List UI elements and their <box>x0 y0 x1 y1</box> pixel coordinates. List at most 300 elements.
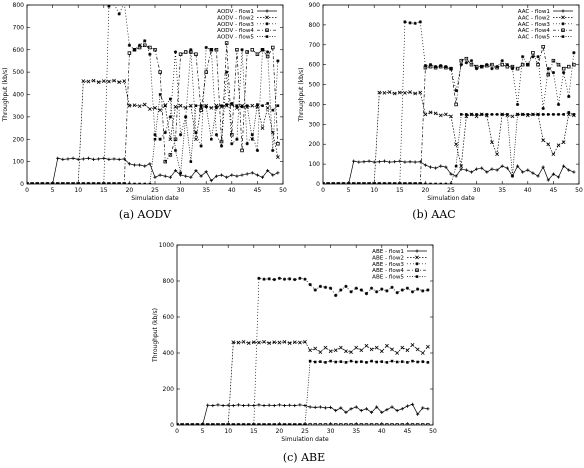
data-point <box>370 360 373 363</box>
data-point <box>220 144 223 147</box>
data-point <box>67 183 70 186</box>
data-point <box>77 183 80 186</box>
data-point <box>102 157 105 160</box>
data-point <box>153 176 156 179</box>
y-tick-label: 700 <box>308 41 320 49</box>
data-point <box>542 113 545 116</box>
legend-marker <box>415 256 418 259</box>
data-point <box>232 404 235 407</box>
data-point <box>276 59 279 62</box>
data-point <box>258 424 261 427</box>
y-tick-label: 100 <box>308 161 320 169</box>
data-point <box>401 407 404 410</box>
data-point <box>404 183 407 186</box>
data-point <box>236 104 239 107</box>
data-point <box>169 98 172 101</box>
legend-label: AODV - flow5 <box>217 34 254 41</box>
data-point <box>164 131 167 134</box>
x-tick-label: 5 <box>50 187 55 194</box>
data-point <box>199 144 202 147</box>
data-point <box>241 106 244 109</box>
data-point <box>567 95 570 98</box>
x-tick-label: 25 <box>447 187 455 194</box>
data-point <box>263 424 266 427</box>
series-line <box>177 361 428 425</box>
data-point <box>434 166 437 169</box>
data-point <box>138 183 141 186</box>
data-point <box>406 361 409 364</box>
data-point <box>200 104 203 107</box>
data-point <box>501 113 504 116</box>
data-point <box>237 403 240 406</box>
data-point <box>257 277 260 280</box>
data-point <box>511 115 514 118</box>
data-point <box>416 361 419 364</box>
data-point <box>184 116 187 119</box>
data-point <box>358 183 361 186</box>
data-point <box>490 167 493 170</box>
data-point <box>329 360 332 363</box>
data-point <box>288 424 291 427</box>
data-point <box>71 157 74 160</box>
data-point <box>365 292 368 295</box>
legend-label: ABE - flow1 <box>372 249 404 255</box>
x-tick-label: 20 <box>125 187 134 194</box>
legend-label: AODV - flow4 <box>217 28 254 35</box>
data-point <box>319 405 322 408</box>
data-point <box>324 286 327 289</box>
series-line <box>323 161 574 184</box>
x-tick-label: 50 <box>575 187 583 194</box>
data-point <box>322 183 325 186</box>
data-point <box>242 404 245 407</box>
data-point <box>516 103 519 106</box>
data-point <box>251 171 254 174</box>
data-point <box>465 113 468 116</box>
data-point <box>532 51 535 54</box>
data-point <box>195 104 198 107</box>
data-point <box>41 183 44 186</box>
data-point <box>276 171 279 174</box>
data-point <box>380 350 383 353</box>
data-point <box>159 109 162 112</box>
x-tick-label: 0 <box>175 428 179 435</box>
data-point <box>385 289 388 292</box>
series-flow1 <box>25 157 279 186</box>
data-point <box>181 424 184 427</box>
data-point <box>470 170 473 173</box>
data-point <box>174 149 177 152</box>
data-point <box>419 183 422 186</box>
data-point <box>288 404 291 407</box>
data-point <box>266 50 269 53</box>
data-point <box>273 424 276 427</box>
data-point <box>357 161 360 164</box>
legend-label: ABE - flow5 <box>372 274 404 281</box>
data-point <box>496 113 499 116</box>
data-point <box>222 424 225 427</box>
data-point <box>365 344 368 347</box>
data-point <box>406 349 409 352</box>
y-tick-label: 600 <box>12 46 24 54</box>
data-point <box>455 103 458 106</box>
data-point <box>184 175 187 178</box>
data-point <box>309 349 312 352</box>
data-point <box>179 53 182 56</box>
legend-label: AAC - flow5 <box>517 34 550 41</box>
data-point <box>246 172 249 175</box>
x-tick-label: 40 <box>523 187 532 194</box>
data-point <box>247 424 250 427</box>
data-point <box>486 113 489 116</box>
y-tick-label: 800 <box>162 278 174 285</box>
data-point <box>429 165 432 168</box>
data-point <box>536 174 539 177</box>
data-point <box>283 424 286 427</box>
data-point <box>370 287 373 290</box>
data-point <box>388 161 391 164</box>
data-point <box>278 341 281 344</box>
data-point <box>257 403 260 406</box>
data-point <box>378 160 381 163</box>
data-point <box>159 138 162 141</box>
y-tick-label: 0 <box>316 181 320 188</box>
data-point <box>309 405 312 408</box>
data-point <box>113 183 116 186</box>
data-point <box>329 287 332 290</box>
data-point <box>46 183 49 186</box>
legend-label: AAC - flow4 <box>517 28 550 35</box>
data-point <box>470 113 473 116</box>
data-point <box>424 183 427 186</box>
data-point <box>278 424 281 427</box>
data-point <box>352 160 355 163</box>
data-point <box>143 165 146 168</box>
data-point <box>276 156 279 159</box>
data-point <box>237 424 240 427</box>
data-point <box>293 278 296 281</box>
data-point <box>455 165 458 168</box>
y-tick-label: 900 <box>308 2 320 9</box>
data-point <box>401 288 404 291</box>
data-point <box>403 91 406 94</box>
data-point <box>572 51 575 54</box>
data-point <box>303 340 306 343</box>
data-point <box>319 360 322 363</box>
data-point <box>186 424 189 427</box>
data-point <box>97 157 100 160</box>
legend-label: AAC - flow1 <box>517 9 550 15</box>
y-tick-label: 700 <box>12 24 24 32</box>
data-point <box>567 111 570 114</box>
data-point <box>72 183 75 186</box>
data-point <box>220 104 223 107</box>
data-point <box>149 183 152 186</box>
data-point <box>240 48 243 51</box>
y-tick-label: 0 <box>170 422 174 429</box>
data-point <box>396 361 399 364</box>
legend-label: AAC - flow3 <box>517 21 550 28</box>
x-tick-label: 40 <box>227 187 236 194</box>
data-point <box>246 104 249 107</box>
y-tick-label: 300 <box>12 113 24 121</box>
data-point <box>455 89 458 92</box>
chart-aodv <box>2 1 287 202</box>
data-point <box>521 113 524 116</box>
data-point <box>329 350 332 353</box>
data-point <box>210 138 213 141</box>
data-point <box>424 113 427 116</box>
data-point <box>217 424 220 427</box>
data-point <box>360 349 363 352</box>
data-point <box>506 113 509 116</box>
data-point <box>388 183 391 186</box>
y-tick-label: 400 <box>308 101 320 109</box>
data-point <box>314 288 317 291</box>
legend-label: ABE - flow2 <box>372 255 404 262</box>
data-point <box>344 350 347 353</box>
data-point <box>256 173 259 176</box>
series-flow5 <box>322 111 575 185</box>
x-tick-label: 10 <box>74 187 83 194</box>
data-point <box>327 183 330 186</box>
data-point <box>176 424 179 427</box>
data-point <box>138 163 141 166</box>
data-point <box>390 348 393 351</box>
data-point <box>232 424 235 427</box>
legend-label: AODV - flow1 <box>217 9 254 15</box>
legend-label: AODV - flow3 <box>217 21 254 28</box>
data-point <box>128 183 131 186</box>
data-point <box>153 133 156 136</box>
data-point <box>299 424 302 427</box>
data-point <box>154 138 157 141</box>
data-point <box>159 173 162 176</box>
data-point <box>251 104 254 107</box>
data-point <box>386 361 389 364</box>
data-point <box>332 183 335 186</box>
series-line <box>323 112 574 184</box>
data-point <box>179 104 182 107</box>
data-point <box>212 424 215 427</box>
data-point <box>261 104 264 107</box>
data-point <box>390 286 393 289</box>
data-point <box>148 53 151 56</box>
legend <box>518 9 573 41</box>
data-point <box>340 360 343 363</box>
series-line <box>27 81 278 184</box>
data-point <box>87 183 90 186</box>
x-tick-label: 25 <box>301 428 309 435</box>
data-point <box>411 360 414 363</box>
data-point <box>262 404 265 407</box>
data-point <box>552 153 555 156</box>
data-point <box>309 360 312 363</box>
data-point <box>169 115 172 118</box>
data-point <box>240 173 243 176</box>
data-point <box>278 403 281 406</box>
data-point <box>304 424 307 427</box>
data-point <box>256 149 259 152</box>
data-point <box>196 424 199 427</box>
data-point <box>427 361 430 364</box>
data-point <box>319 351 322 354</box>
data-point <box>82 157 85 160</box>
data-point <box>439 183 442 186</box>
data-point <box>314 406 317 409</box>
data-point <box>205 46 208 49</box>
legend-marker <box>415 249 418 252</box>
data-point <box>184 106 187 109</box>
data-point <box>527 113 530 116</box>
legend-marker <box>266 35 269 38</box>
data-point <box>334 361 337 364</box>
data-point <box>148 162 151 165</box>
y-tick-label: 400 <box>162 350 174 357</box>
data-point <box>401 346 404 349</box>
data-point <box>268 277 271 280</box>
x-tick-label: 50 <box>279 187 287 194</box>
data-point <box>495 153 498 156</box>
data-point <box>303 278 306 281</box>
series-flow2 <box>321 91 575 186</box>
data-point <box>26 183 29 186</box>
data-point <box>339 288 342 291</box>
x-tick-label: 35 <box>498 187 507 194</box>
data-point <box>480 113 483 116</box>
data-point <box>360 360 363 363</box>
data-point <box>324 346 327 349</box>
x-tick-label: 15 <box>395 187 404 194</box>
y-tick-label: 200 <box>12 136 24 144</box>
data-point <box>215 107 218 110</box>
data-point <box>411 343 414 346</box>
data-point <box>191 424 194 427</box>
data-point <box>383 160 386 163</box>
data-point <box>31 183 34 186</box>
data-point <box>283 278 286 281</box>
legend-label: ABE - flow4 <box>372 268 404 275</box>
x-tick-label: 15 <box>99 187 108 194</box>
data-point <box>385 344 388 347</box>
y-tick-label: 0 <box>20 181 24 188</box>
y-tick-label: 600 <box>308 61 320 69</box>
data-point <box>92 183 95 186</box>
data-point <box>542 165 545 168</box>
data-point <box>411 290 414 293</box>
data-point <box>347 183 350 186</box>
data-point <box>416 348 419 351</box>
data-point <box>164 104 167 107</box>
caption-aodv: (a) AODV <box>118 208 172 221</box>
data-point <box>344 285 347 288</box>
data-point <box>393 183 396 186</box>
chart-aac <box>298 2 583 202</box>
data-point <box>252 404 255 407</box>
y-axis-label: Throughput (kb/s) <box>2 67 9 122</box>
legend-label: AAC - flow2 <box>517 15 550 22</box>
series-line <box>323 22 574 184</box>
data-point <box>235 138 238 141</box>
data-point <box>557 175 560 178</box>
data-point <box>123 1 126 4</box>
data-point <box>370 348 373 351</box>
x-tick-label: 35 <box>352 428 361 435</box>
data-point <box>380 288 383 291</box>
series-line <box>177 342 428 425</box>
data-point <box>416 288 419 291</box>
data-point <box>360 288 363 291</box>
legend-label: AODV - flow2 <box>217 15 254 22</box>
data-point <box>363 183 366 186</box>
data-point <box>470 59 473 62</box>
legend-marker <box>415 262 418 265</box>
data-point <box>283 404 286 407</box>
data-point <box>179 133 182 136</box>
data-point <box>429 183 432 186</box>
data-point <box>375 346 378 349</box>
data-point <box>378 183 381 186</box>
y-tick-label: 500 <box>12 69 24 77</box>
series-line <box>27 43 278 184</box>
data-point <box>221 404 224 407</box>
data-point <box>235 175 238 178</box>
data-point <box>277 142 280 145</box>
data-point <box>247 404 250 407</box>
data-point <box>465 61 468 64</box>
data-point <box>542 107 545 110</box>
data-point <box>421 289 424 292</box>
y-tick-label: 500 <box>308 81 320 89</box>
legend-marker <box>265 9 268 12</box>
legend-marker <box>416 275 419 278</box>
data-point <box>339 346 342 349</box>
data-point <box>398 160 401 163</box>
data-point <box>444 113 447 116</box>
y-tick-label: 600 <box>162 314 174 321</box>
data-point <box>112 157 115 160</box>
x-tick-label: 40 <box>377 428 386 435</box>
data-point <box>164 175 167 178</box>
y-tick-label: 200 <box>162 386 174 393</box>
data-point <box>419 20 422 23</box>
data-point <box>261 126 264 129</box>
data-point <box>92 158 95 161</box>
y-tick-label: 800 <box>12 2 24 9</box>
y-axis-label: Throughput (kb/s) <box>298 67 305 122</box>
data-point <box>399 183 402 186</box>
data-point <box>133 183 136 186</box>
x-tick-label: 45 <box>253 187 262 194</box>
data-point <box>271 109 274 112</box>
data-point <box>262 278 265 281</box>
series-flow2 <box>175 340 429 426</box>
data-point <box>51 183 54 186</box>
data-point <box>391 360 394 363</box>
data-point <box>445 183 448 186</box>
legend-marker <box>561 22 564 25</box>
data-point <box>557 113 560 116</box>
data-point <box>393 160 396 163</box>
data-point <box>36 183 39 186</box>
data-point <box>403 20 406 23</box>
data-point <box>426 345 429 348</box>
data-point <box>439 165 442 168</box>
data-point <box>230 173 233 176</box>
data-point <box>490 141 493 144</box>
x-tick-label: 50 <box>429 428 437 435</box>
data-point <box>414 161 417 164</box>
